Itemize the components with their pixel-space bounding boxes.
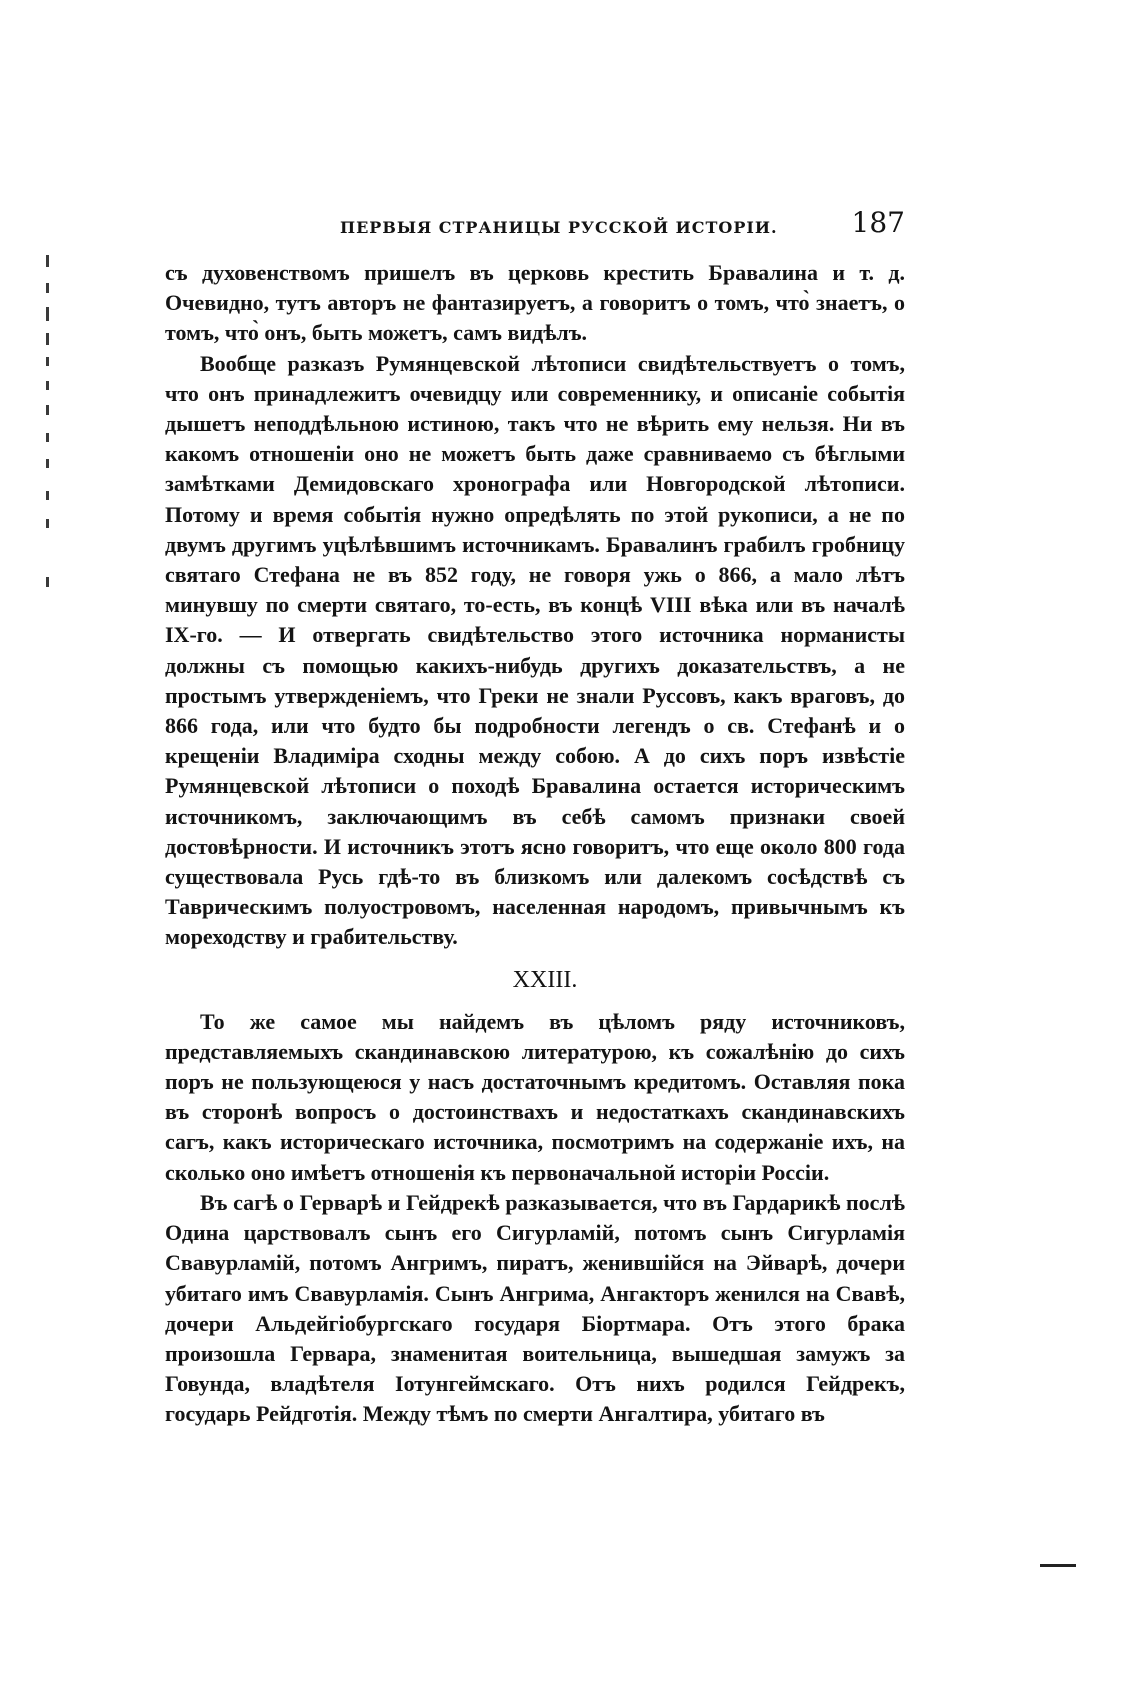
margin-mark bbox=[46, 307, 49, 321]
margin-mark bbox=[46, 405, 49, 415]
edge-dash-mark bbox=[1040, 1564, 1076, 1567]
margin-mark bbox=[46, 433, 49, 442]
section-heading: XXIII. bbox=[512, 966, 578, 993]
margin-mark bbox=[46, 491, 49, 500]
paragraph: Вообще разказъ Румянцевской лѣтописи свидѣтельствуетъ о томъ, что онъ принадлежитъ очевидцу или современнику, и описаніе событія дышетъ неподдѣльною истиною, такъ что не вѣрить ему нельзя. Ни въ какомъ отношеніи оно не можетъ быть даже сравниваемо съ бѣглыми замѣтками Демидовскаго хронографа или Новгородской лѣтописи. Потому и время событія нужно опредѣлять по этой рукописи, а не по двумъ другимъ уцѣлѣвшимъ источникамъ. Бравалинъ грабилъ гробницу святаго Стефана не въ 852 году, не говоря ужь о 866, а мало лѣтъ минувшу по смерти святаго, то-есть, въ концѣ VIII вѣка или въ началѣ IX-го. — И отвергать свидѣтельство этого источника норманисты должны съ помощью какихъ-нибудь другихъ доказательствъ, а не простымъ утвержденіемъ, что Греки не знали Руссовъ, какъ враговъ, до 866 года, или что будто бы подробности легендъ о св. Стефанѣ и о крещеніи Владиміра сходны между собою. А до сихъ поръ извѣстіе Румянцевской лѣтописи о походѣ Бравалина остается историческимъ источникомъ, заключающимъ въ себѣ самомъ признаки своей достовѣрности. И источникъ этотъ ясно говоритъ, что еще около 800 года существовала Русь гдѣ-то въ близкомъ или далекомъ сосѣдствѣ съ Таврическимъ полуостровомъ, населенная народомъ, привычнымъ къ мореходству и грабительству. bbox=[165, 350, 905, 950]
running-head: ПЕРВЫЯ СТРАНИЦЫ РУССКОЙ ИСТОРІИ. bbox=[340, 218, 778, 237]
margin-mark bbox=[46, 519, 49, 528]
margin-mark bbox=[46, 459, 49, 468]
margin-mark bbox=[46, 357, 49, 366]
margin-mark bbox=[46, 333, 49, 345]
page-body bbox=[165, 258, 905, 1430]
page-number: 187 bbox=[851, 206, 905, 239]
margin-mark bbox=[46, 255, 49, 267]
page-header bbox=[165, 206, 905, 246]
paragraph: Въ сагѣ о Герварѣ и Гейдрекѣ разказывается, что въ Гардарикѣ послѣ Одина царствовалъ сынъ его Сигурламій, потомъ сынъ Сигурламія Свавурламій, потомъ Ангримъ, пиратъ, женившійся на Эйварѣ, дочери убитаго имъ Свавурламія. Сынъ Ангрима, Ангакторъ женился на Свавѣ, дочери Альдейгіобургскаго государя Біортмара. Отъ этого брака произошла Гервара, знаменитая воительница, вышедшая замужъ за Говунда, владѣтеля Іотунгеймскаго. Отъ нихъ родился Гейдрекъ, государь Рейдготія. Между тѣмъ по смерти Ангалтира, убитаго въ bbox=[165, 1189, 905, 1427]
margin-mark bbox=[46, 577, 49, 587]
margin-mark bbox=[46, 283, 49, 293]
binding-margin-marks bbox=[36, 255, 66, 655]
margin-mark bbox=[46, 381, 49, 390]
paragraph: съ духовенствомъ пришелъ въ церковь крестить Бравалина и т. д. Очевидно, тутъ авторъ не фантазируетъ, а говоритъ о томъ, что̀ знаетъ, о томъ, что̀ онъ, быть можетъ, самъ видѣлъ. bbox=[165, 260, 905, 346]
paragraph: То же самое мы найдемъ въ цѣломъ ряду источниковъ, представляемыхъ скандинавскою литературою, къ сожалѣнію до сихъ поръ не пользующеюся у насъ достаточнымъ кредитомъ. Оставляя пока въ сторонѣ вопросъ о достоинствахъ и недостаткахъ скандинавскихъ сагъ, какъ историческаго источника, посмотримъ на содержаніе ихъ, на сколько оно имѣетъ отношенія къ первоначальной исторіи Россіи. bbox=[165, 1008, 905, 1185]
